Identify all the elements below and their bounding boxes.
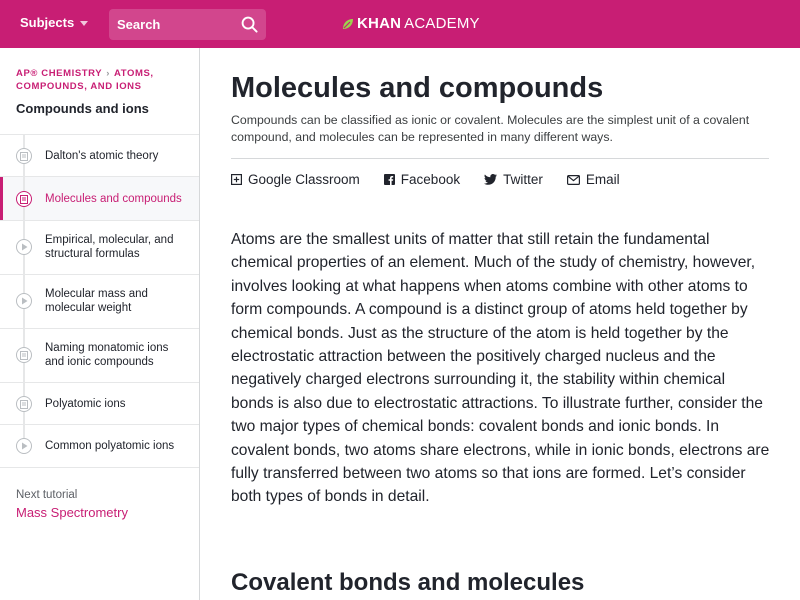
share-email-label: Email (585, 172, 620, 187)
logo-khan-text: KHAN (357, 15, 402, 32)
article-paragraph: Atoms are the smallest units of matter that still retain the fundamental chemical properties of an element. Much of the study of chemistry, however, involves looking at what happens when atoms combine with other atoms to form compounds. A compound is a distinct group of atoms held together by chemical bonds. Just as the structure of the atom is held together by the electrostatic attraction between the positively charged nucleus and the negatively charged electrons surrounding it, the stability within chemical bonds is also due to electrostatic attractions. To illustrate further, consider the two major types of chemical bonds: covalent bonds and ionic bonds. In covalent bonds, two atoms share electrons, while in ionic bonds, electrons are fully transferred between two atoms so that ions are formed. Let’s consider both types of bonds in detail. (231, 231, 770, 506)
breadcrumb-unit[interactable]: ATOMS, COMPOUNDS, AND IONS (16, 68, 154, 92)
share-twitter-button[interactable] (484, 172, 543, 187)
search-input[interactable] (109, 9, 234, 40)
google-classroom-icon (231, 174, 242, 185)
nav-item-label: Molecules and compounds (45, 193, 182, 205)
nav-item-polyatomic-ions[interactable] (0, 382, 199, 424)
top-navigation-bar (0, 0, 800, 48)
email-icon (567, 175, 580, 185)
facebook-icon (384, 174, 395, 185)
chevron-right-icon: › (106, 68, 110, 79)
khan-academy-logo[interactable] (342, 15, 480, 32)
caret-down-icon (80, 21, 88, 26)
nav-item-empirical-formulas[interactable] (0, 220, 199, 274)
leaf-icon (342, 18, 354, 30)
nav-item-label: Molecular mass and molecular weight (45, 288, 148, 314)
share-google-classroom-button[interactable] (231, 172, 360, 187)
video-icon (16, 438, 32, 454)
breadcrumb-course[interactable]: AP® CHEMISTRY (16, 68, 103, 79)
share-facebook-label: Facebook (400, 172, 461, 187)
video-icon (16, 239, 32, 255)
nav-item-molecular-mass[interactable] (0, 274, 199, 328)
sidebar (0, 48, 200, 600)
next-tutorial-link[interactable]: Mass Spectrometry (16, 505, 128, 520)
search-icon[interactable] (241, 16, 258, 33)
article-icon (16, 347, 32, 363)
next-tutorial (16, 489, 128, 520)
logo-academy-text: ACADEMY (404, 15, 480, 32)
article-icon (16, 148, 32, 164)
article-icon (16, 396, 32, 412)
nav-item-label: Common polyatomic ions (45, 440, 175, 452)
search-box (109, 9, 266, 40)
breadcrumb (16, 67, 186, 93)
nav-item-daltons-atomic-theory[interactable] (0, 134, 199, 176)
page-title: Molecules and compounds (231, 72, 604, 104)
nav-item-naming-monatomic-ions[interactable] (0, 328, 199, 382)
twitter-icon (484, 174, 497, 185)
page-subtitle: Compounds can be classified as ionic or covalent. Molecules are the simplest unit of a covalent compound, and molecules can be represented in many different ways. (231, 113, 750, 144)
nav-item-label: Dalton's atomic theory (45, 150, 159, 162)
section-heading: Covalent bonds and molecules (231, 569, 585, 596)
nav-item-label: Polyatomic ions (45, 398, 126, 410)
share-twitter-label: Twitter (503, 172, 543, 187)
next-tutorial-caption: Next tutorial (16, 489, 78, 501)
share-facebook-button[interactable] (384, 172, 460, 187)
nav-item-common-polyatomic-ions[interactable] (0, 424, 199, 468)
share-google-classroom-label: Google Classroom (248, 172, 360, 187)
article-icon (16, 191, 32, 207)
nav-item-label: Naming monatomic ions and ionic compounds (45, 342, 169, 368)
video-icon (16, 293, 32, 309)
share-bar (231, 172, 644, 187)
subjects-label: Subjects (20, 15, 75, 30)
section-title: Compounds and ions (16, 101, 149, 116)
nav-item-molecules-and-compounds[interactable] (0, 176, 199, 220)
share-email-button[interactable] (567, 172, 620, 187)
subjects-menu-button[interactable] (20, 15, 88, 30)
nav-item-label: Empirical, molecular, and structural formulas (45, 234, 174, 260)
divider (231, 158, 769, 159)
